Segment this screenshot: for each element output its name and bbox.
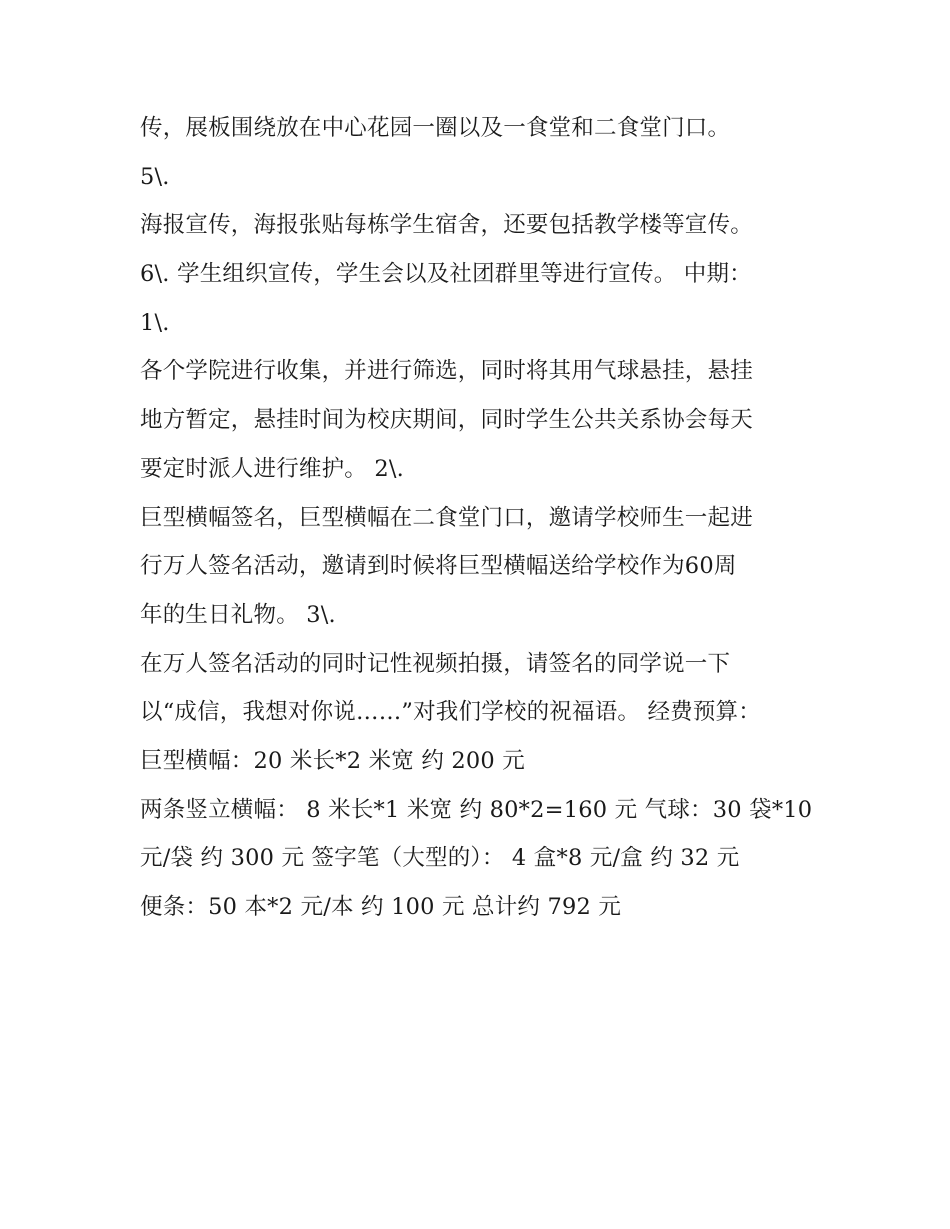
text-line: 地方暂定，悬挂时间为校庆期间，同时学生公共关系协会每天	[140, 407, 753, 434]
text-line: 行万人签名活动，邀请到时候将巨型横幅送给学校作为60周	[140, 553, 737, 580]
text-line: 元/袋 约 300 元 签字笔（大型的）： 4 盒*8 元/盒 约 32 元	[140, 845, 740, 872]
text-line: 1\.	[140, 309, 170, 336]
text-line: 年的生日礼物。 3\.	[140, 601, 336, 628]
body-text	[140, 104, 830, 932]
text-line: 巨型横幅：20 米长*2 米宽 约 200 元	[140, 747, 526, 774]
text-line: 海报宣传，海报张贴每栋学生宿舍，还要包括教学楼等宣传。	[140, 212, 753, 239]
text-line: 便条：50 本*2 元/本 约 100 元 总计约 792 元	[140, 894, 622, 920]
text-line: 在万人签名活动的同时记性视频拍摄，请签名的同学说一下	[140, 650, 731, 677]
text-line: 6\. 学生组织宣传，学生会以及社团群里等进行宣传。 中期：	[140, 261, 752, 288]
text-line: 传，展板围绕放在中心花园一圈以及一食堂和二食堂门口。	[140, 115, 731, 141]
text-line: 以“成信，我想对你说……”对我们学校的祝福语。 经费预算：	[140, 699, 761, 726]
text-line: 两条竖立横幅： 8 米长*1 米宽 约 80*2=160 元 气球：30 袋*10	[140, 796, 813, 823]
text-line: 5\.	[140, 163, 170, 190]
text-line: 巨型横幅签名，巨型横幅在二食堂门口，邀请学校师生一起进	[140, 504, 753, 531]
text-line: 各个学院进行收集，并进行筛选，同时将其用气球悬挂，悬挂	[140, 358, 753, 385]
text-line: 要定时派人进行维护。 2\.	[140, 455, 405, 482]
